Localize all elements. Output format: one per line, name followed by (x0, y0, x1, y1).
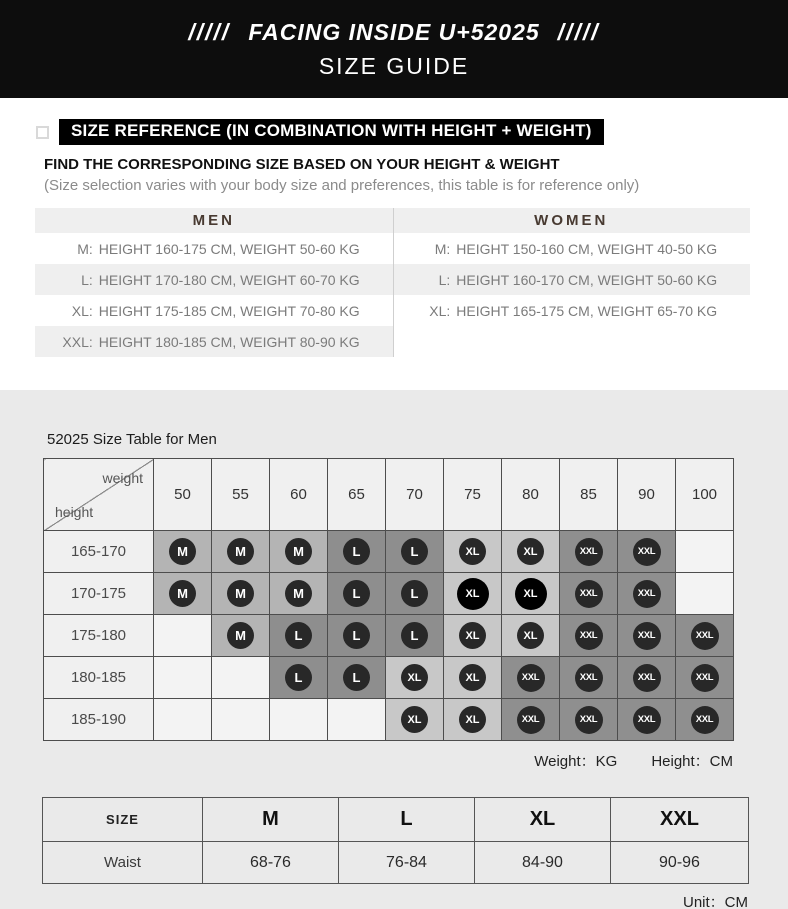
height-label: 185-190 (44, 699, 154, 741)
size-range-text: HEIGHT 165-175 CM, WEIGHT 65-70 KG (456, 302, 718, 319)
size-cell (270, 573, 328, 615)
size-cell (328, 615, 386, 657)
waist-value: 84-90 (475, 842, 611, 884)
size-badge: XL (401, 706, 428, 733)
instruction-note: (Size selection varies with your body size and preferences, this table is for reference only) (44, 177, 640, 194)
table-row (393, 264, 751, 295)
size-label: XL: (71, 302, 93, 319)
height-label: 180-185 (44, 657, 154, 699)
table-row-empty (393, 326, 751, 357)
size-badge: M (169, 538, 196, 565)
weight-header: 85 (560, 459, 618, 531)
size-badge: XXL (575, 706, 603, 734)
height-label: 170-175 (44, 573, 154, 615)
height-axis-label: height (55, 504, 94, 520)
brand-name: FACING INSIDE U+52025 (248, 18, 540, 45)
size-cell (618, 573, 676, 615)
women-column (393, 208, 751, 357)
corner-cell (44, 459, 154, 531)
size-badge: XXL (633, 664, 661, 692)
size-badge: XXL (633, 706, 661, 734)
size-cell (618, 699, 676, 741)
size-badge: L (401, 580, 428, 607)
size-cell (328, 573, 386, 615)
size-cell (386, 615, 444, 657)
size-cell (560, 615, 618, 657)
size-badge: L (343, 664, 370, 691)
size-cell-empty (676, 573, 734, 615)
size-cell (618, 615, 676, 657)
size-cell (560, 531, 618, 573)
size-cell (386, 699, 444, 741)
weight-header: 80 (502, 459, 560, 531)
size-label: XXL: (62, 333, 93, 350)
size-label: XL: (429, 302, 451, 319)
weight-header: 50 (154, 459, 212, 531)
size-cell (270, 615, 328, 657)
size-range-text: HEIGHT 180-185 CM, WEIGHT 80-90 KG (98, 333, 360, 350)
size-badge: XXL (633, 538, 661, 566)
size-badge: XL (517, 538, 544, 565)
weight-unit-label: Weight：KG (534, 753, 618, 770)
waist-size-table (42, 797, 749, 884)
size-cell (270, 657, 328, 699)
size-cell (270, 531, 328, 573)
size-cell (560, 657, 618, 699)
page-title: SIZE GUIDE (318, 52, 470, 79)
size-cell (560, 699, 618, 741)
size-badge: L (401, 622, 428, 649)
height-label: 165-170 (44, 531, 154, 573)
weight-header: 65 (328, 459, 386, 531)
size-cell (328, 657, 386, 699)
size-column-header: M (203, 798, 339, 842)
size-cell-highlighted (502, 573, 560, 615)
checkbox-icon (36, 126, 49, 139)
units-note (43, 750, 733, 771)
size-cell (502, 657, 560, 699)
size-badge: L (285, 664, 312, 691)
unit-note: Unit：CM (682, 894, 748, 909)
size-cell-empty (328, 699, 386, 741)
size-column-header: L (339, 798, 475, 842)
weight-header: 75 (444, 459, 502, 531)
size-badge: XL (459, 706, 486, 733)
size-range-text: HEIGHT 160-170 CM, WEIGHT 50-60 KG (456, 271, 718, 288)
size-cell (618, 531, 676, 573)
matrix-row (44, 531, 734, 573)
size-cell (386, 657, 444, 699)
matrix-header-row (44, 459, 734, 531)
slashes-right-icon: ///// (557, 18, 600, 45)
size-badge: XXL (575, 664, 603, 692)
column-divider (393, 208, 394, 357)
size-badge: M (227, 580, 254, 607)
size-badge: XL (459, 538, 486, 565)
matrix-row (44, 615, 734, 657)
men-header: MEN (35, 208, 393, 233)
size-cell (212, 573, 270, 615)
measure-label: Waist (43, 842, 203, 884)
size-badge: M (285, 538, 312, 565)
size-range-text: HEIGHT 175-185 CM, WEIGHT 70-80 KG (98, 302, 360, 319)
size-label: L: (438, 271, 451, 288)
size-badge: XXL (633, 622, 661, 650)
size-badge: M (227, 622, 254, 649)
size-column-header: SIZE (43, 798, 203, 842)
page-header (0, 0, 788, 98)
size-cell (154, 531, 212, 573)
size-reference-section (0, 98, 788, 390)
size-cell (154, 573, 212, 615)
size-cell (560, 573, 618, 615)
size-badge: L (343, 622, 370, 649)
matrix-row (44, 657, 734, 699)
size-label: L: (81, 271, 93, 288)
size-badge: XXL (517, 706, 545, 734)
women-header: WOMEN (393, 208, 751, 233)
instruction-heading: FIND THE CORRESPONDING SIZE BASED ON YOUR HEIGHT & WEIGHT (44, 156, 560, 173)
size-badge: M (227, 538, 254, 565)
size-cell (676, 615, 734, 657)
men-column (35, 208, 393, 357)
size-cell-empty (270, 699, 328, 741)
waist-value: 68-76 (203, 842, 339, 884)
size-matrix-table (43, 458, 734, 741)
size-badge: L (285, 622, 312, 649)
size-label: M: (77, 240, 93, 257)
size-badge-highlighted: XL (457, 578, 489, 610)
size-badge: L (401, 538, 428, 565)
size-label: M: (434, 240, 451, 257)
size-cell (502, 531, 560, 573)
table-row (35, 233, 393, 264)
matrix-row (44, 699, 734, 741)
size-range-text: HEIGHT 170-180 CM, WEIGHT 60-70 KG (98, 271, 360, 288)
size-badge-highlighted: XL (515, 578, 547, 610)
table-row (35, 264, 393, 295)
table-row (393, 233, 751, 264)
size-cell (212, 615, 270, 657)
size-cell-empty (154, 699, 212, 741)
size-cell-empty (676, 531, 734, 573)
size-badge: XXL (691, 622, 719, 650)
size-cell (328, 531, 386, 573)
size-badge: XXL (575, 538, 603, 566)
size-badge: XXL (575, 580, 603, 608)
table-row (35, 326, 393, 357)
size-badge: L (343, 580, 370, 607)
weight-header: 70 (386, 459, 444, 531)
size-cell-highlighted (444, 573, 502, 615)
brand-title (188, 19, 599, 46)
size-cell (386, 531, 444, 573)
size-badge: M (169, 580, 196, 607)
size-cell (676, 699, 734, 741)
height-label: 175-180 (44, 615, 154, 657)
size-badge: M (285, 580, 312, 607)
size-matrix-section (0, 390, 788, 909)
weight-axis-label: weight (102, 470, 143, 486)
size-cell (212, 531, 270, 573)
size-badge: XL (517, 622, 544, 649)
size-badge: XXL (691, 664, 719, 692)
weight-header: 60 (270, 459, 328, 531)
size-cell-empty (212, 657, 270, 699)
section-heading-row (0, 98, 788, 145)
size-cell (676, 657, 734, 699)
height-weight-table (35, 208, 750, 357)
size-column-header: XXL (611, 798, 749, 842)
size-badge: XXL (575, 622, 603, 650)
size-range-text: HEIGHT 160-175 CM, WEIGHT 50-60 KG (98, 240, 360, 257)
weight-header: 55 (212, 459, 270, 531)
weight-header: 90 (618, 459, 676, 531)
size-cell-empty (154, 657, 212, 699)
size-cell (386, 573, 444, 615)
table-row (35, 295, 393, 326)
waist-value: 90-96 (611, 842, 749, 884)
waist-table-row (43, 842, 749, 884)
size-cell (444, 615, 502, 657)
size-cell (502, 699, 560, 741)
size-cell-empty (154, 615, 212, 657)
size-cell (444, 531, 502, 573)
slashes-left-icon: ///// (188, 18, 231, 45)
size-badge: XXL (517, 664, 545, 692)
size-badge: XL (459, 622, 486, 649)
table-row (393, 295, 751, 326)
size-badge: L (343, 538, 370, 565)
size-badge: XXL (691, 706, 719, 734)
matrix-row (44, 573, 734, 615)
waist-value: 76-84 (339, 842, 475, 884)
size-cell (444, 657, 502, 699)
size-cell-empty (212, 699, 270, 741)
size-cell (618, 657, 676, 699)
section-heading: SIZE REFERENCE (IN COMBINATION WITH HEIGHT + WEIGHT) (59, 119, 604, 145)
size-badge: XL (401, 664, 428, 691)
matrix-title: 52025 Size Table for Men (47, 431, 217, 448)
size-badge: XL (459, 664, 486, 691)
waist-table-header-row (43, 798, 749, 842)
height-unit-label: Height：CM (651, 753, 733, 770)
weight-header: 100 (676, 459, 734, 531)
size-cell (502, 615, 560, 657)
size-column-header: XL (475, 798, 611, 842)
size-cell (444, 699, 502, 741)
size-badge: XXL (633, 580, 661, 608)
size-range-text: HEIGHT 150-160 CM, WEIGHT 40-50 KG (456, 240, 718, 257)
